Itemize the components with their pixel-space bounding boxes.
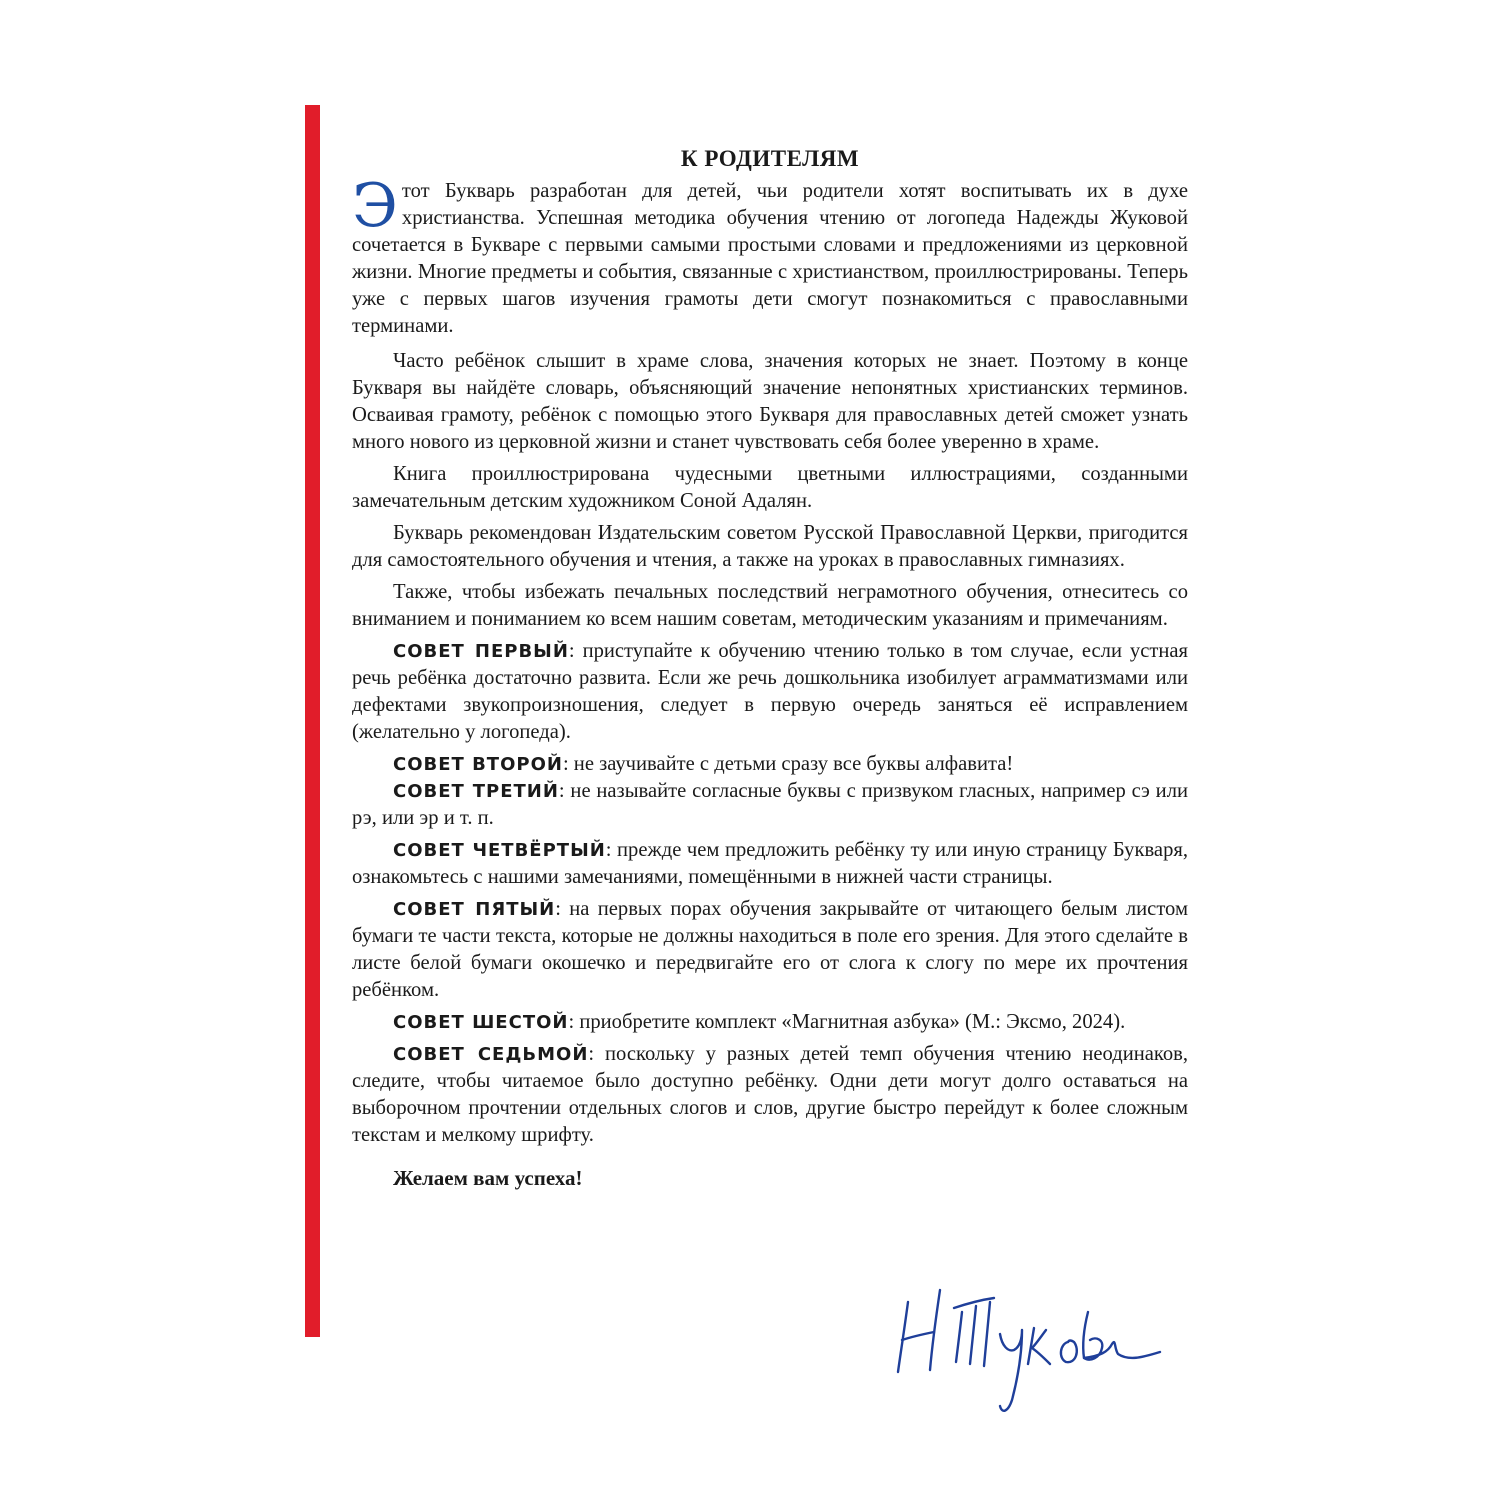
- advice-text: : не называйте согласные буквы с призвуком гласных, например сэ или рэ, или эр и т. п.: [352, 780, 1188, 829]
- dropcap-letter: Э: [352, 171, 398, 241]
- advice-label: СОВЕТ ШЕСТОЙ: [393, 1012, 569, 1033]
- advice-label: СОВЕТ ПЕРВЫЙ: [393, 641, 569, 662]
- intro-text: тот Букварь разработан для детей, чьи родители хотят воспитывать их в духе христианства. Успешная методика обучения чтению от логопеда Надежды Жуковой сочетается в Букваре с первыми самыми простыми словами и предложениями из церковной жизни. Многие предметы и события, связанные с христианством, проиллюстрированы. Теперь уже с первых шагов изучения грамоты дети смогут познакомиться с православными терминами.: [352, 180, 1188, 337]
- advice-label: СОВЕТ СЕДЬМОЙ: [393, 1044, 589, 1065]
- page-title: К РОДИТЕЛЯМ: [680, 146, 860, 171]
- red-margin-bar: [305, 105, 320, 1337]
- advice-text: : приступайте к обучению чтению только в том случае, если устная речь ребёнка достаточно развита. Если же речь дошкольника изобилует аграмматизмами или дефектами звукопроизношения, следует в первую очередь заняться её исправлением (желательно у логопеда).: [352, 640, 1189, 743]
- advice-item-7: [352, 1041, 1188, 1149]
- advice-label: СОВЕТ ТРЕТИЙ: [393, 781, 559, 802]
- advice-item-1: [352, 638, 1188, 746]
- advice-item-5: [352, 896, 1188, 1004]
- advice-text: : на первых порах обучения закрывайте от читающего белым листом бумаги те части текста, которые не должны находиться в поле его зрения. Для этого сделайте в листе белой бумаги окошечко и передвигайте его от слога к слогу по мере их прочтения ребёнком.: [352, 898, 1188, 1001]
- intro-paragraph: [352, 171, 1188, 340]
- paragraph-attention: Также, чтобы избежать печальных последствий неграмотного обучения, отнеситесь со вниманием и пониманием ко всем нашим советам, методическим указаниям и примечаниям.: [352, 581, 1188, 630]
- advice-item-2: [352, 751, 1188, 778]
- advice-text: : приобретите комплект «Магнитная азбука» (М.: Эксмо, 2024).: [568, 1011, 1126, 1033]
- paragraph-recommendation: Букварь рекомендован Издательским советом Русской Православной Церкви, пригодится для самостоятельного обучения и чтения, а также на уроках в православных гимназиях.: [352, 522, 1188, 571]
- advice-label: СОВЕТ ЧЕТВЁРТЫЙ: [393, 840, 606, 861]
- author-signature: [890, 1272, 1170, 1422]
- advice-text: : прежде чем предложить ребёнку ту или иную страницу Букваря, ознакомьтесь с нашими замечаниями, помещёнными в нижней части страницы.: [352, 839, 1188, 888]
- closing-wish: Желаем вам успеха!: [393, 1166, 583, 1190]
- advice-label: СОВЕТ ВТОРОЙ: [393, 754, 563, 775]
- advice-item-6: [352, 1009, 1188, 1036]
- advice-text: : не заучивайте с детьми сразу все буквы алфавита!: [562, 753, 1014, 775]
- advice-text: : поскольку у разных детей темп обучения чтению неодинаков, следите, чтобы читаемое было доступно ребёнку. Одни дети могут долго оставаться на выборочном прочтении отдельных слогов и слов, другие быстро перейдут к более сложным текстам и мелкому шрифту.: [352, 1043, 1189, 1146]
- advice-item-3: [352, 778, 1188, 832]
- paragraph-illustrations: Книга проиллюстрирована чудесными цветными иллюстрациями, созданными замечательным детским художником Соной Адалян.: [352, 463, 1188, 512]
- page-content: [352, 142, 1188, 1192]
- paragraph-dictionary: Часто ребёнок слышит в храме слова, значения которых не знает. Поэтому в конце Букваря вы найдёте словарь, объясняющий значение непонятных христианских терминов. Осваивая грамоту, ребёнок с помощью этого Букваря для православных детей сможет узнать много нового из церковной жизни и станет чувствовать себя более уверенно в храме.: [352, 350, 1188, 453]
- advice-item-4: [352, 837, 1188, 891]
- advice-label: СОВЕТ ПЯТЫЙ: [393, 899, 556, 920]
